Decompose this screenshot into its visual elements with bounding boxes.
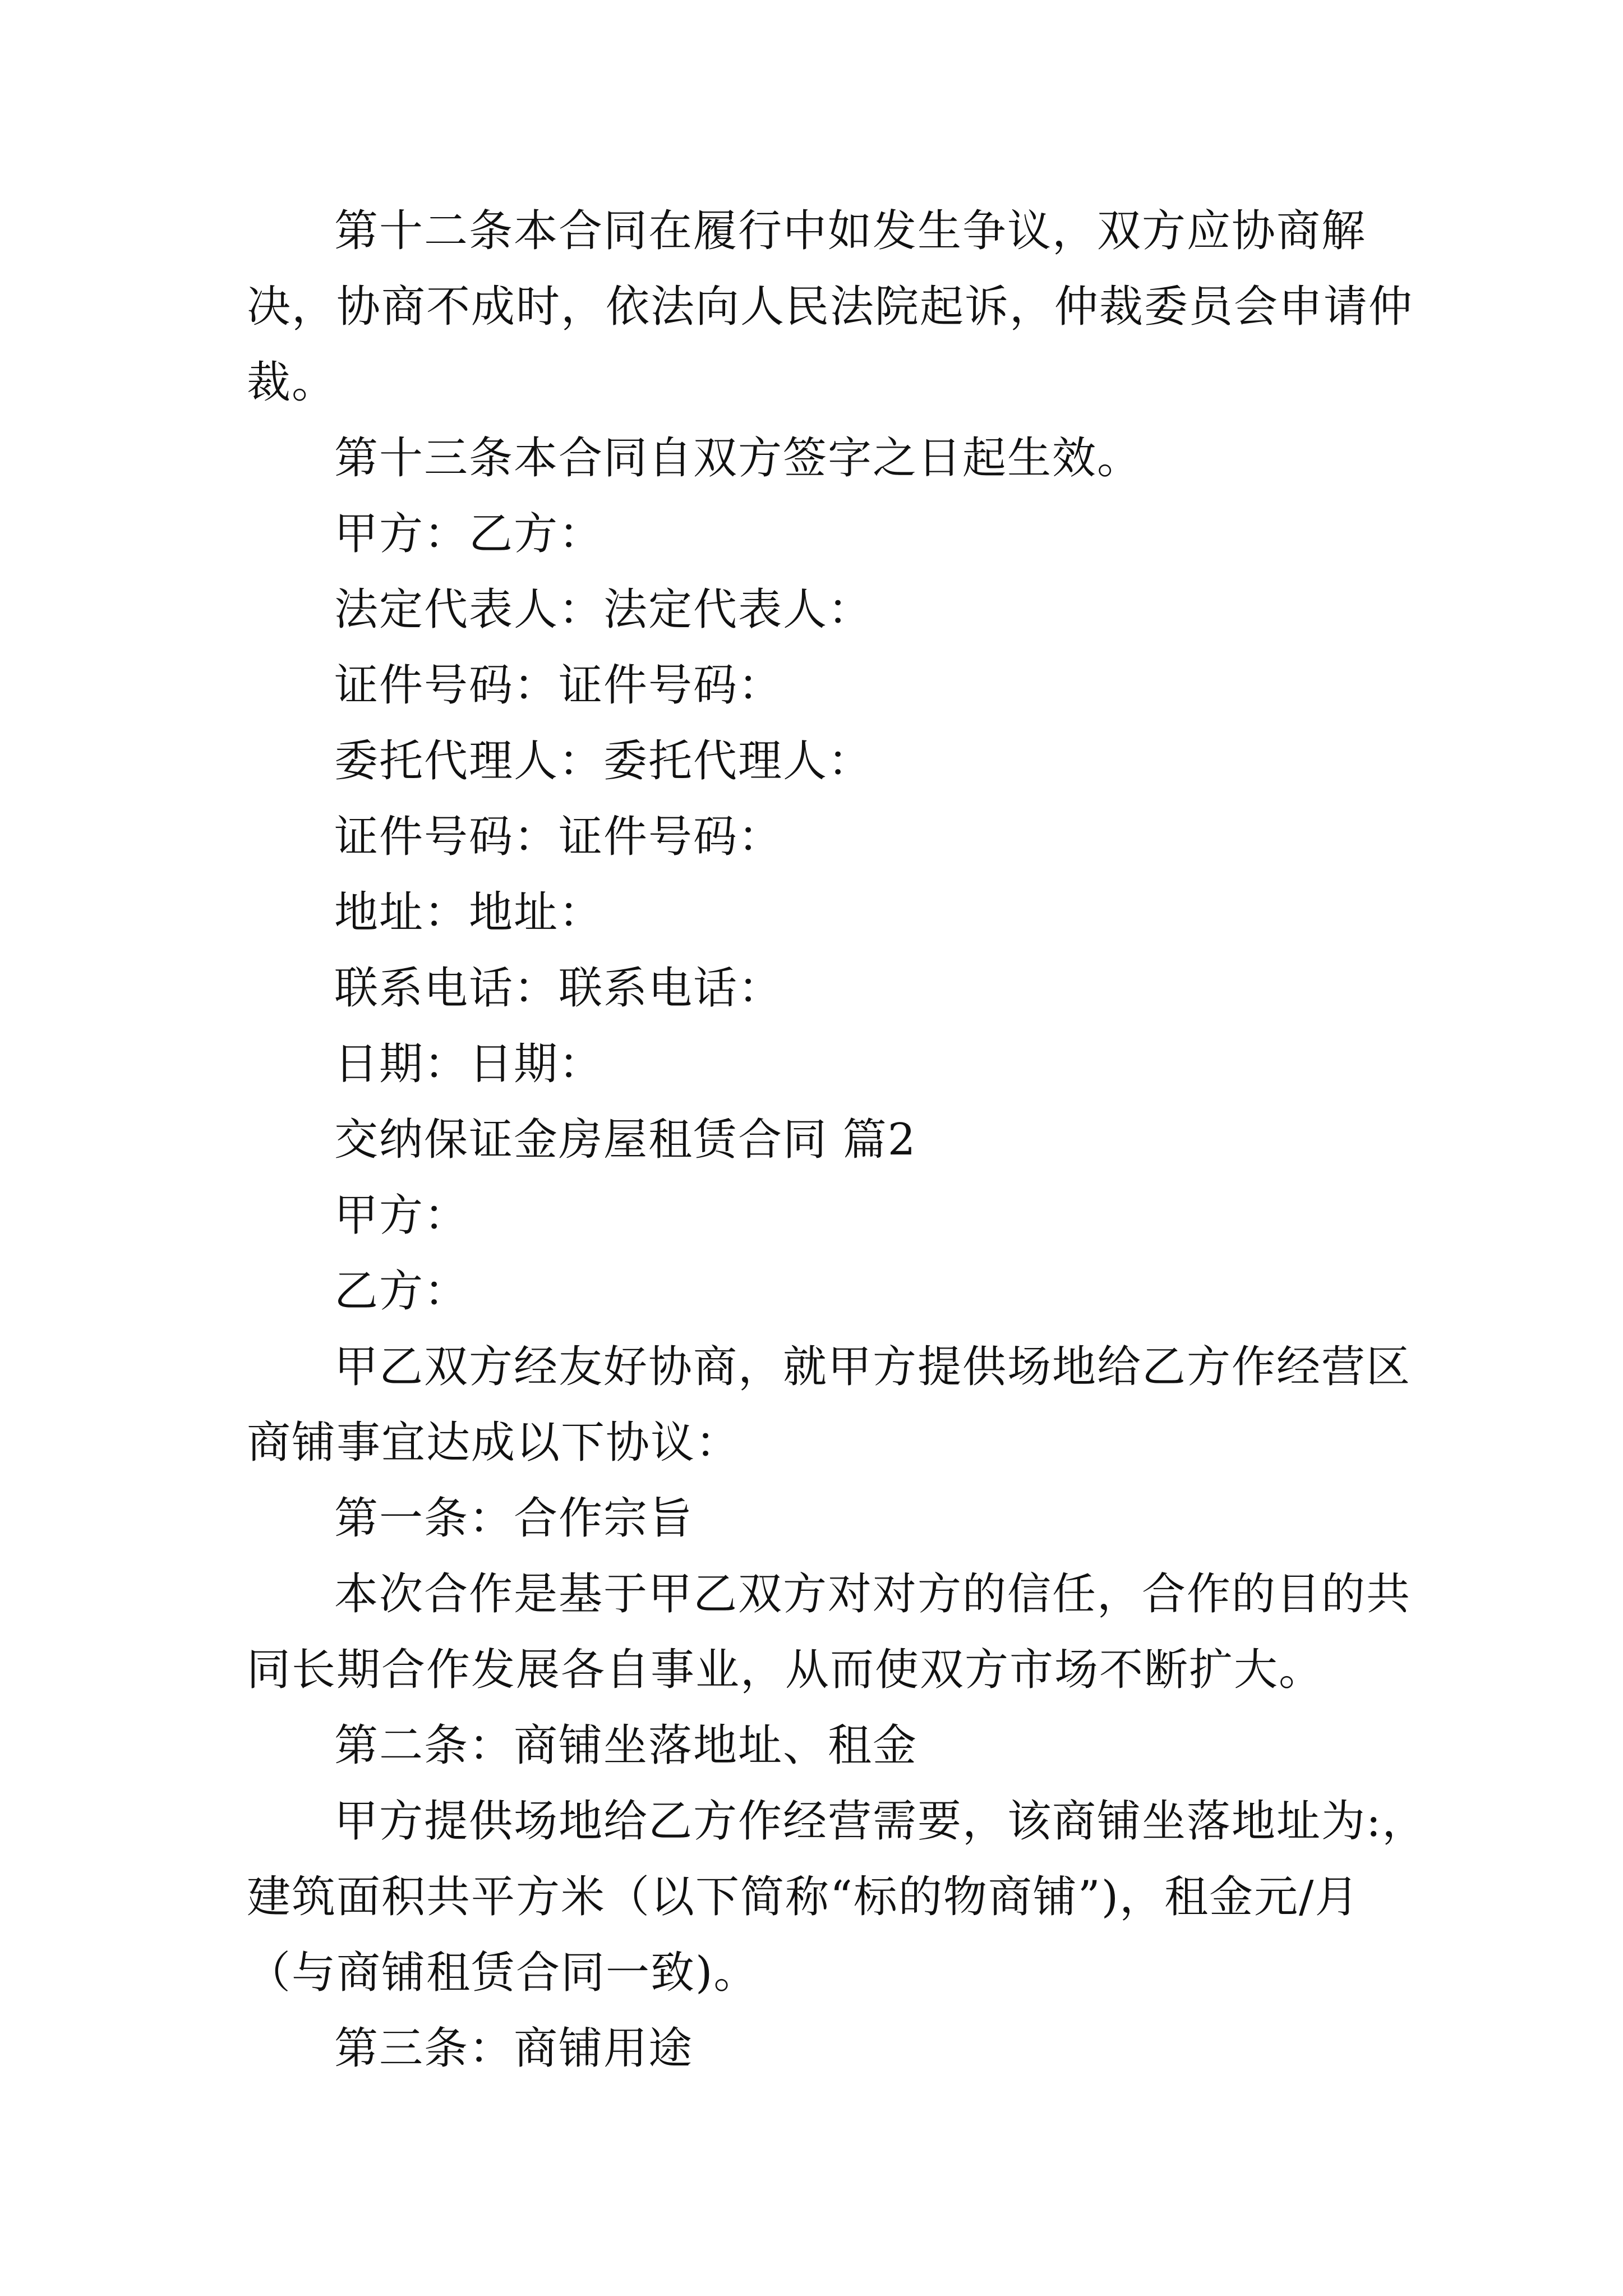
party-b-line: 乙方： — [334, 1266, 469, 1317]
paragraph-article-12: 第十二条本合同在履行中如发生争议，双方应协商解决，协商不成时，依法向人民法院起诉，仲裁委员会申请仲裁。 — [247, 206, 1414, 408]
paragraph-article-1-body: 本次合作是基于甲乙双方对对方的信任，合作的目的共同长期合作发展各自事业，从而使双方市场不断扩大。 — [247, 1569, 1412, 1695]
heading-article-1: 第一条：合作宗旨 — [334, 1493, 694, 1544]
heading-article-3: 第三条：商铺用途 — [334, 2023, 694, 2074]
paragraph-article-13: 第十三条本合同自双方签字之日起生效。 — [334, 433, 1142, 484]
signature-id-number-line: 证件号码：证件号码： — [334, 660, 783, 711]
signature-party-line: 甲方：乙方： — [334, 509, 604, 559]
party-a-line: 甲方： — [334, 1190, 469, 1241]
paragraph-article-2-body: 甲方提供场地给乙方作经营需要，该商铺坐落地址为:，建筑面积共平方米（以下简称“标的物商铺”)，租金元/月（与商铺租赁合同一致)。 — [247, 1796, 1427, 1998]
document-body — [247, 194, 1441, 2087]
signature-address-line: 地址：地址： — [334, 887, 604, 938]
signature-agent-line: 委托代理人：委托代理人： — [334, 736, 873, 786]
signature-agent-id-line: 证件号码：证件号码： — [334, 812, 783, 862]
signature-phone-line: 联系电话：联系电话： — [334, 963, 783, 1014]
signature-legal-rep-line: 法定代表人：法定代表人： — [334, 585, 873, 635]
heading-article-2: 第二条：商铺坐落地址、租金 — [334, 1720, 918, 1771]
paragraph-agreement-intro: 甲乙双方经友好协商，就甲方提供场地给乙方作经营区商铺事宜达成以下协议： — [247, 1342, 1412, 1468]
section-title: 交纳保证金房屋租赁合同 篇2 — [334, 1115, 917, 1165]
signature-date-line: 日期：日期： — [334, 1039, 604, 1089]
